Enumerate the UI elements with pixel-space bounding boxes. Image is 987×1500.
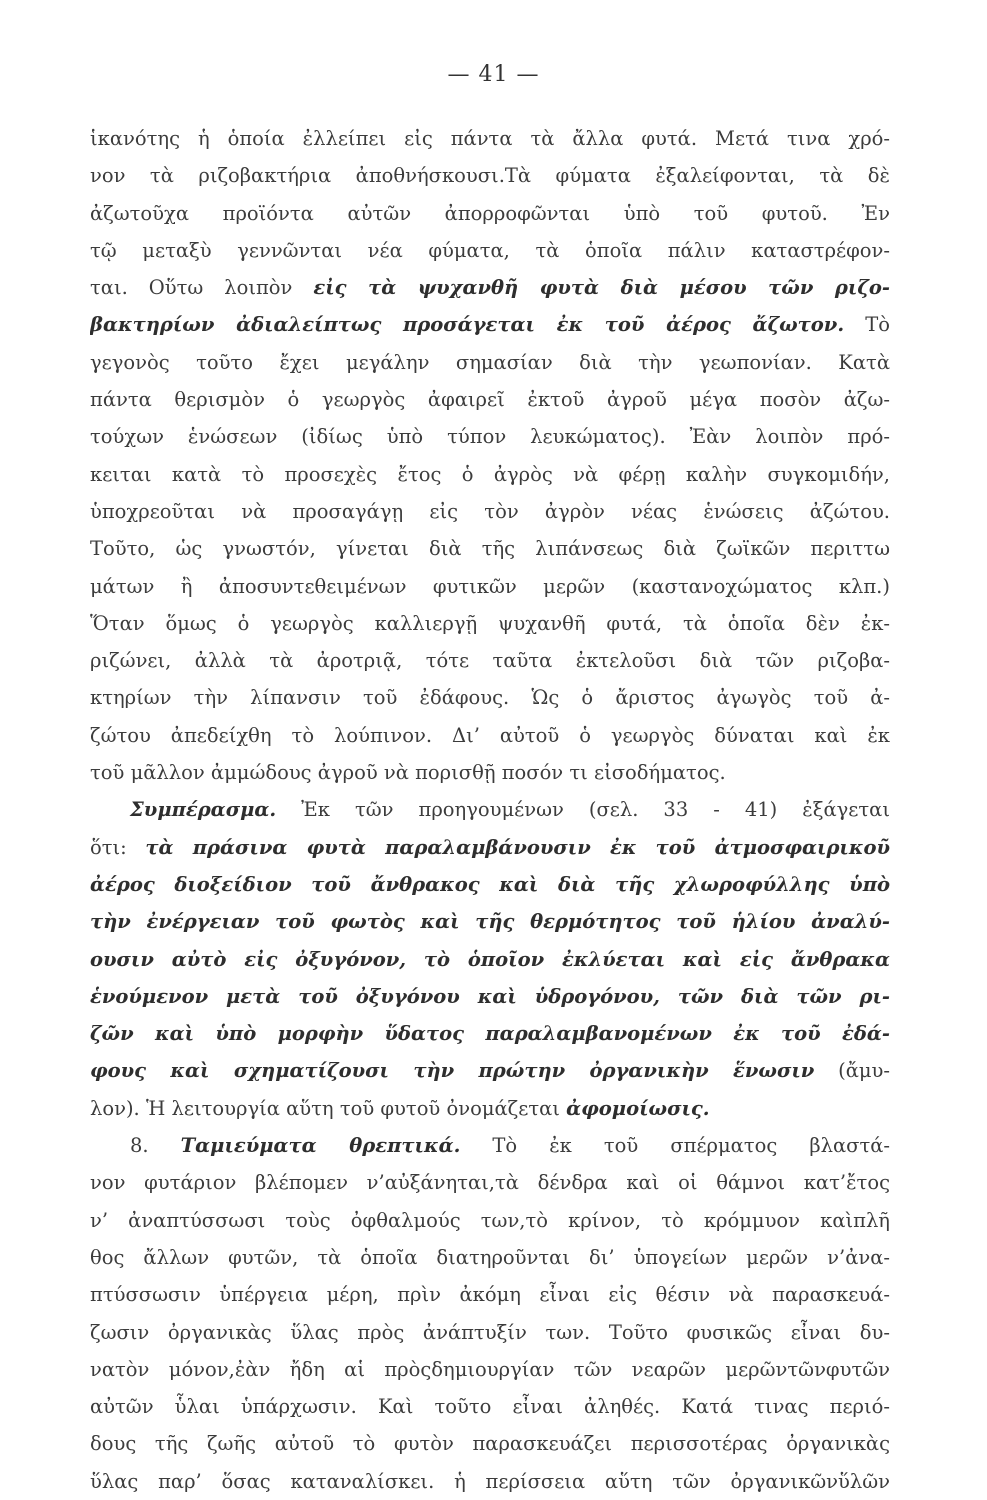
text-segment: τῷ μεταξὺ γεννῶνται νέα φύματα, τὰ ὁποῖα πάλιν καταστρέφον- — [90, 238, 890, 262]
text-line — [90, 1127, 890, 1164]
text-line — [90, 195, 890, 232]
text-line — [90, 1164, 890, 1201]
text-segment: ὕλας παρ’ ὅσας καταναλίσκει. ἡ περίσσεια αὕτη τῶν ὀργανικῶνὕλῶν — [90, 1469, 890, 1493]
text-line — [90, 1463, 890, 1500]
text-segment: λον). Ἡ λειτουργία αὕτη τοῦ φυτοῦ ὀνομάζεται — [90, 1096, 567, 1120]
text-segment: ζώτου ἀπεδείχθη τὸ λούπινον. Δι’ αὐτοῦ ὁ γεωργὸς δύναται καὶ ἐκ — [90, 723, 890, 747]
emphasized-text: εἰς τὰ ψυχανθῆ φυτὰ διὰ μέσου τῶν ριζο- — [313, 276, 890, 300]
text-line — [90, 1388, 890, 1425]
page-number: — 41 — — [447, 62, 540, 87]
text-line — [90, 568, 890, 605]
text-segment: ὑποχρεοῦται νὰ προσαγάγῃ εἰς τὸν ἀγρὸν νέας ἑνώσεις ἀζώτου. — [90, 499, 890, 523]
text-line — [90, 1052, 890, 1089]
text-line — [90, 754, 890, 791]
text-segment: ἱκανότης ἡ ὁποία ἐλλείπει εἰς πάντα τὰ ἄλλα φυτά. Μετά τινα χρό- — [90, 127, 890, 150]
text-line — [90, 978, 890, 1015]
text-line — [90, 717, 890, 754]
emphasized-text: φους καὶ σχηματίζουσι τὴν πρώτην ὀργανικὴν ἕνωσιν — [90, 1059, 815, 1083]
text-segment: τοῦ μᾶλλον ἀμμώδους ἀγροῦ νὰ πορισθῇ ποσόν τι εἰσοδήματος. — [90, 761, 726, 785]
text-line — [90, 120, 890, 157]
text-line — [90, 269, 890, 306]
text-line — [90, 642, 890, 679]
text-segment: νον φυτάριον βλέπομεν ν’αὐξάνηται,τὰ δένδρα καὶ οἱ θάμνοι κατ’ἔτος — [90, 1171, 890, 1195]
text-segment: θος ἄλλων φυτῶν, τὰ ὁποῖα διατηροῦνται δι’ ὑπογείων μερῶν ν’ἀνα- — [90, 1245, 890, 1269]
text-segment: ριζώνει, ἀλλὰ τὰ ἀροτριᾷ, τότε ταῦτα ἐκτελοῦσι διὰ τῶν ριζοβα- — [90, 649, 890, 673]
text-line — [90, 1202, 890, 1239]
text-segment: νον τὰ ριζοβακτήρια ἀποθνήσκουσι.Τὰ φύματα ἐξαλείφονται, τὰ δὲ — [90, 164, 890, 188]
text-line — [90, 157, 890, 194]
text-segment: μάτων ἢ ἀποσυντεθειμένων φυτικῶν μερῶν (καστανοχώματος κλπ.) — [90, 574, 890, 598]
emphasized-text: τὴν ἐνέργειαν τοῦ φωτὸς καὶ τῆς θερμότητος τοῦ ἡλίου ἀναλύ- — [90, 910, 890, 934]
text-segment: κειται κατὰ τὸ προσεχὲς ἔτος ὁ ἀγρὸς νὰ φέρῃ καλὴν συγκομιδήν, — [90, 462, 890, 486]
text-line — [90, 791, 890, 828]
text-line — [90, 1276, 890, 1313]
text-line — [90, 605, 890, 642]
text-segment: γεγονὸς τοῦτο ἔχει μεγάλην σημασίαν διὰ τὴν γεωπονίαν. Κατὰ — [90, 350, 890, 374]
text-segment: Τὸ — [844, 313, 890, 337]
text-line — [90, 418, 890, 455]
text-line — [90, 232, 890, 269]
emphasized-text: ουσιν αὐτὸ εἰς ὀξυγόνον, τὸ ὁποῖον ἐκλύεται καὶ εἰς ἄνθρακα — [90, 947, 890, 971]
emphasized-text: Συμπέρασμα. — [130, 798, 277, 822]
text-segment: (ἄμυ- — [814, 1059, 890, 1083]
text-segment: Τὸ ἐκ τοῦ σπέρματος βλαστά- — [460, 1134, 890, 1158]
emphasized-text: ἑνούμενον μετὰ τοῦ ὀξυγόνου καὶ ὑδρογόνου, τῶν διὰ τῶν ρι- — [90, 984, 890, 1008]
text-segment: ὅτι: — [90, 835, 146, 859]
text-line — [90, 493, 890, 530]
text-line — [90, 829, 890, 866]
text-line — [90, 1015, 890, 1052]
text-segment: νατὸν μόνον,ἐὰν ἤδη αἱ πρὸςδημιουργίαν τῶν νεαρῶν μερῶντῶνφυτῶν — [90, 1357, 890, 1381]
emphasized-text: ἀέρος διοξείδιον τοῦ ἄνθρακος καὶ διὰ τῆς χλωροφύλλης ὑπὸ — [90, 872, 890, 896]
text-line — [90, 1351, 890, 1388]
text-segment: αὐτῶν ὗλαι ὑπάρχωσιν. Καὶ τοῦτο εἶναι ἀληθές. Κατά τινας περιό- — [90, 1395, 890, 1419]
text-segment: Τοῦτο, ὡς γνωστόν, γίνεται διὰ τῆς λιπάνσεως διὰ ζωϊκῶν περιττω — [90, 537, 890, 561]
text-line — [90, 941, 890, 978]
text-line — [90, 679, 890, 716]
text-segment: ται. Οὕτω λοιπὸν — [90, 276, 314, 300]
text-segment: ἀζωτοῦχα προϊόντα αὐτῶν ἀπορροφῶνται ὑπὸ τοῦ φυτοῦ. Ἐν — [90, 201, 890, 225]
text-line — [90, 1090, 890, 1127]
text-segment: ν’ ἀναπτύσσωσι τοὺς ὀφθαλμούς των,τὸ κρίνον, τὸ κρόμμυον καὶπλῆ — [90, 1208, 890, 1232]
text-line — [90, 903, 890, 940]
body-text — [90, 120, 890, 1500]
text-segment: πάντα θερισμὸν ὁ γεωργὸς ἀφαιρεῖ ἐκτοῦ ἀγροῦ μέγα ποσὸν ἀζω- — [90, 388, 890, 412]
emphasized-text: βακτηρίων ἀδιαλείπτως προσάγεται ἐκ τοῦ ἀέρος ἄζωτον. — [90, 313, 845, 337]
text-segment: κτηρίων τὴν λίπανσιν τοῦ ἐδάφους. Ὡς ὁ ἄριστος ἀγωγὸς τοῦ ἀ- — [90, 686, 890, 710]
text-line — [90, 344, 890, 381]
emphasized-text: ζῶν καὶ ὑπὸ μορφὴν ὕδατος παραλαμβανομένων ἐκ τοῦ ἐδά- — [90, 1022, 890, 1046]
text-segment: Ἐκ τῶν προηγουμένων (σελ. 33 - 41) ἐξάγεται — [276, 798, 890, 822]
text-segment: πτύσσωσιν ὑπέργεια μέρη, πρὶν ἀκόμη εἶναι εἰς θέσιν νὰ παρασκευά- — [90, 1283, 890, 1307]
emphasized-text: τὰ πράσινα φυτὰ παραλαμβάνουσιν ἐκ τοῦ ἀτμοσφαιρικοῦ — [145, 835, 890, 859]
text-segment: 8. — [130, 1134, 181, 1158]
text-line — [90, 1425, 890, 1462]
text-line — [90, 306, 890, 343]
emphasized-text: ἀφομοίωσις. — [566, 1096, 710, 1120]
text-line — [90, 456, 890, 493]
text-line — [90, 866, 890, 903]
text-line — [90, 1239, 890, 1276]
emphasized-text: Ταμιεύματα θρεπτικά. — [180, 1134, 461, 1158]
text-line — [90, 381, 890, 418]
text-segment: ζωσιν ὀργανικὰς ὕλας πρὸς ἀνάπτυξίν των. Τοῦτο φυσικῶς εἶναι δυ- — [90, 1320, 890, 1344]
text-line — [90, 530, 890, 567]
text-segment: Ὅταν ὅμως ὁ γεωργὸς καλλιεργῇ ψυχανθῆ φυτά, τὰ ὁποῖα δὲν ἐκ- — [90, 611, 890, 635]
text-segment: δους τῆς ζωῆς αὐτοῦ τὸ φυτὸν παρασκευάζει περισσοτέρας ὀργανικὰς — [90, 1432, 890, 1456]
text-segment: τούχων ἑνώσεων (ἰδίως ὑπὸ τύπον λευκώματος). Ἐὰν λοιπὸν πρό- — [90, 425, 890, 449]
text-line — [90, 1314, 890, 1351]
